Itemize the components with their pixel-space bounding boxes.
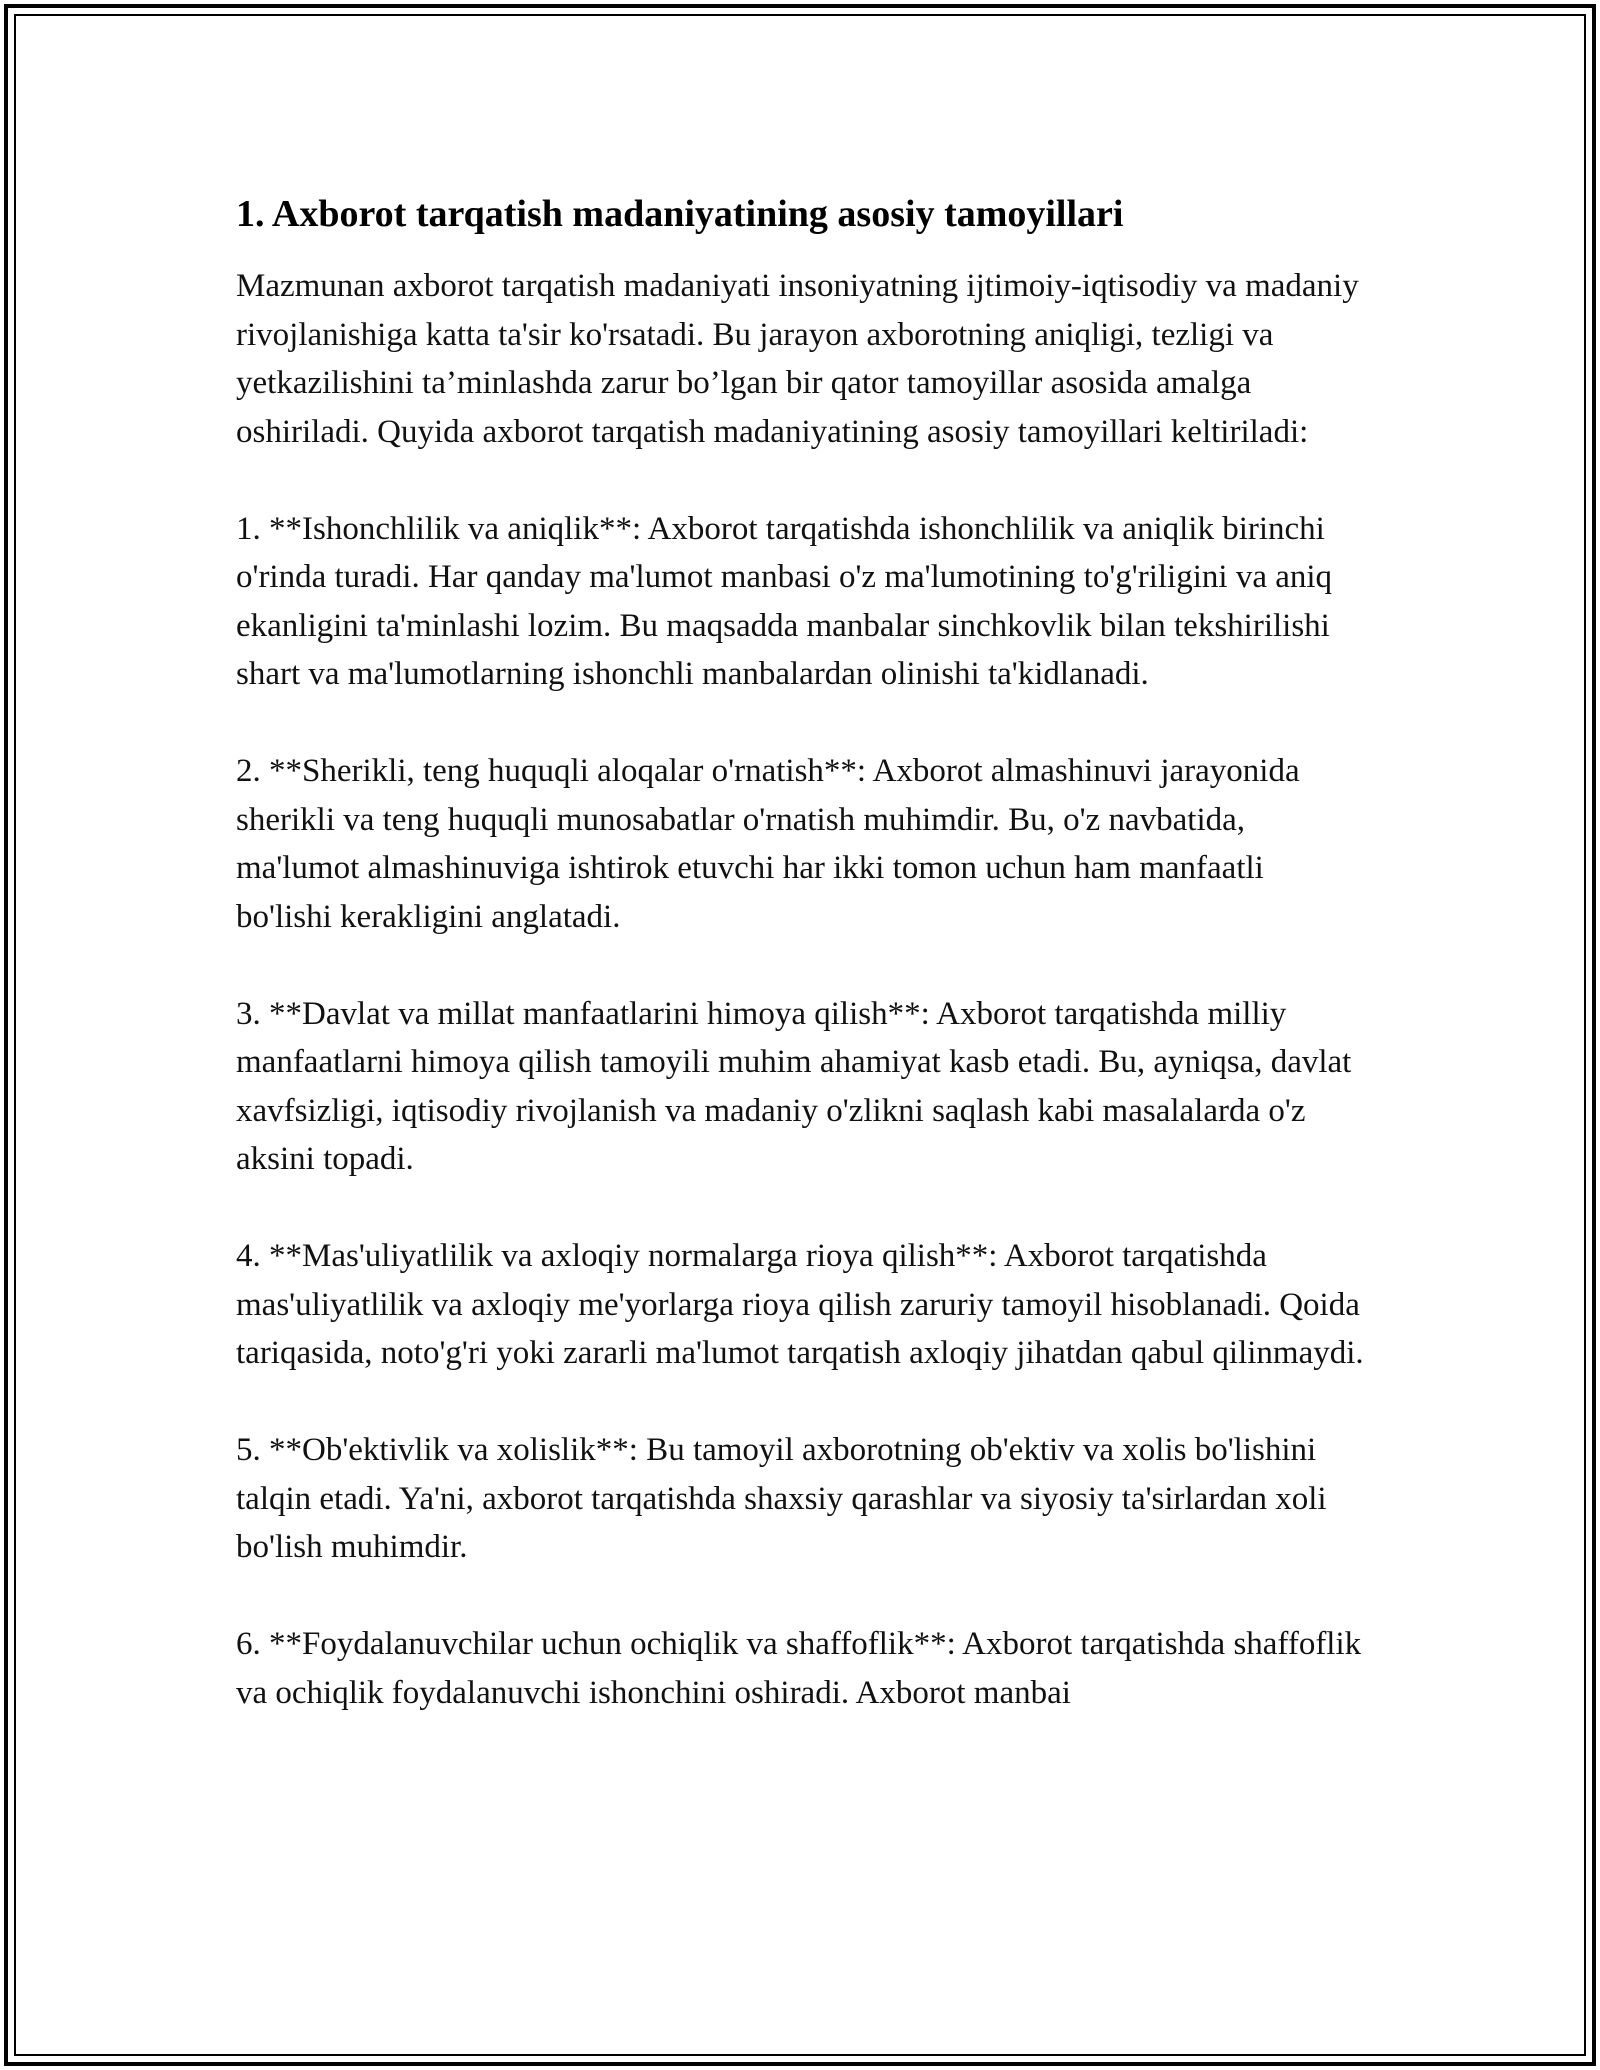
- principle-item-6: 6. **Foydalanuvchilar uchun ochiqlik va shaffoflik**: Axborot tarqatishda shaffoflik va ochiqlik foydalanuvchi ishonchini oshiradi. Axborot manbai: [236, 1626, 1362, 1711]
- intro-paragraph: Mazmunan axborot tarqatish madaniyati insoniyatning ijtimoiy-iqtisodiy va madaniy rivojlanishiga katta ta'sir ko'rsatadi. Bu jarayon axborotning aniqligi, tezligi va yetkazilishini ta’minlashda zarur bo’lgan bir qator tamoyillar asosida amalga oshiriladi. Quyida axborot tarqatish madaniyatining asosiy tamoyillari keltiriladi:: [236, 268, 1359, 450]
- principle-item-4: 4. **Mas'uliyatlilik va axloqiy normalarga rioya qilish**: Axborot tarqatishda mas'uliyatlilik va axloqiy me'yorlarga rioya qilish zaruriy tamoyil hisoblanadi. Qoida tariqasida, noto'g'ri yoki zararli ma'lumot tarqatish axloqiy jihatdan qabul qilinmaydi.: [236, 1238, 1364, 1371]
- section-title: 1. Axborot tarqatish madaniyatining asosiy tamoyillari: [236, 193, 1124, 235]
- document-body: [236, 184, 1366, 1717]
- principle-item-1: 1. **Ishonchlilik va aniqlik**: Axborot tarqatishda ishonchlilik va aniqlik birinchi o'rinda turadi. Har qanday ma'lumot manbasi o'z ma'lumotining to'g'riligini va aniq ekanligini ta'minlashi lozim. Bu maqsadda manbalar sinchkovlik bilan tekshirilishi shart va ma'lumotlarning ishonchli manbalardan olinishi ta'kidlanadi.: [236, 510, 1333, 692]
- principle-item-3: 3. **Davlat va millat manfaatlarini himoya qilish**: Axborot tarqatishda milliy manfaatlarni himoya qilish tamoyili muhim ahamiyat kasb etadi. Bu, ayniqsa, davlat xavfsizligi, iqtisodiy rivojlanish va madaniy o'zlikni saqlash kabi masalalarda o'z aksini topadi.: [236, 995, 1352, 1177]
- principle-item-2: 2. **Sherikli, teng huquqli aloqalar o'rnatish**: Axborot almashinuvi jarayonida sherikli va teng huquqli munosabatlar o'rnatish muhimdir. Bu, o'z navbatida, ma'lumot almashinuviga ishtirok etuvchi har ikki tomon uchun ham manfaatli bo'lishi kerakligini anglatadi.: [236, 753, 1300, 935]
- principle-item-5: 5. **Ob'ektivlik va xolislik**: Bu tamoyil axborotning ob'ektiv va xolis bo'lishini talqin etadi. Ya'ni, axborot tarqatishda shaxsiy qarashlar va siyosiy ta'sirlardan xoli bo'lish muhimdir.: [236, 1432, 1327, 1565]
